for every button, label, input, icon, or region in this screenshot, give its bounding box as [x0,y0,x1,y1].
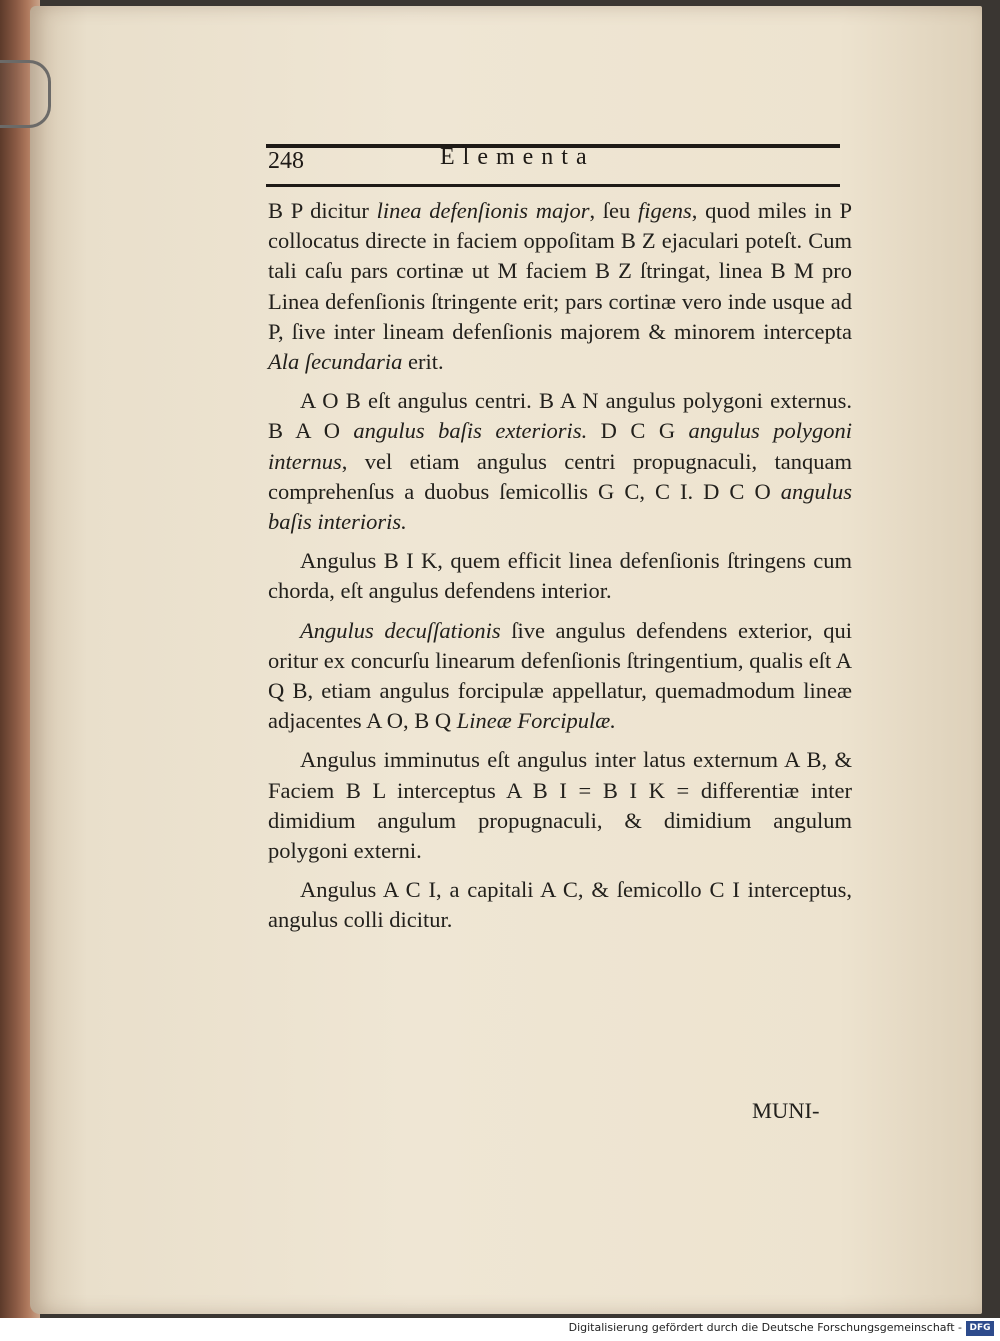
text-run: D C G [587,418,689,444]
text-run: , vel etiam angulus centri propugnaculi, tanquam comprehenſus a duobus ſemicollis G C, C I. D C O [268,448,852,504]
header-rule-bottom [266,184,840,187]
paragraph [268,745,852,866]
paragraph [268,546,852,606]
catchword: MUNI- [752,1098,820,1123]
text-run: , ſeu [589,198,639,223]
italic-text: linea defenſionis major [376,198,590,223]
body-text [268,196,852,936]
paper-clip [0,60,51,128]
text-run: erit. [402,349,444,375]
text-run: ſive angulus defendens exterior, qui oritur ex concurſu linearum defenſionis ſtringentium, qualis eſt A Q B, etiam angulus forcipulæ appellatur, quemadmodum lineæ adjacentes A O, B Q [268,617,852,734]
italic-text: Lineæ Forcipulæ. [456,708,616,734]
text-run: A O B eſt angulus centri. B A N angulus polygoni externus. B A O [268,388,852,444]
italic-text: angulus baſis interioris. [268,478,852,535]
footer-bar [0,1318,1000,1341]
italic-text: Ala ſecundaria [268,349,403,375]
text-run: , quod miles in P collocatus directe in faciem oppoſitam B Z ejaculari poteſt. Cum tali caſu pars cortinæ ut M faciem B Z ſtringat, linea B M pro Linea defenſionis ſtringente erit; pars cortinæ vero inde usque ad P, ſive inter lineam defenſionis majorem & minorem intercepta [268,198,852,344]
text-run: Angulus A C I, a capitali A C, & ſemicollo C I interceptus, angulus colli dicitur. [268,877,852,933]
italic-text: angulus baſis exterioris. [353,418,588,444]
text-run: Angulus B I K, quem efficit linea defenſionis ſtringens cum chorda, eſt angulus defendens interior. [268,548,852,604]
paragraph [268,386,852,537]
running-head: Elementa [440,144,595,170]
italic-text: figens [638,198,692,223]
footer-credit: Digitalisierung gefördert durch die Deutsche Forschungsgemeinschaft - [568,1321,962,1334]
dfg-logo: DFG [966,1321,994,1336]
paragraph [268,196,852,377]
italic-text: Angulus decuſſationis [300,617,501,643]
paragraph [268,875,852,935]
page-number: 248 [268,148,304,174]
text-run: Angulus imminutus eſt angulus inter latus externum A B, & Faciem B L interceptus A B I = B I K = differentiæ inter dimidium angulum propugnaculi, & dimidium angulum polygoni externi. [268,747,852,864]
text-run: B P dicitur [268,198,377,223]
italic-text: angulus polygoni internus [268,418,853,474]
paragraph [268,616,852,737]
